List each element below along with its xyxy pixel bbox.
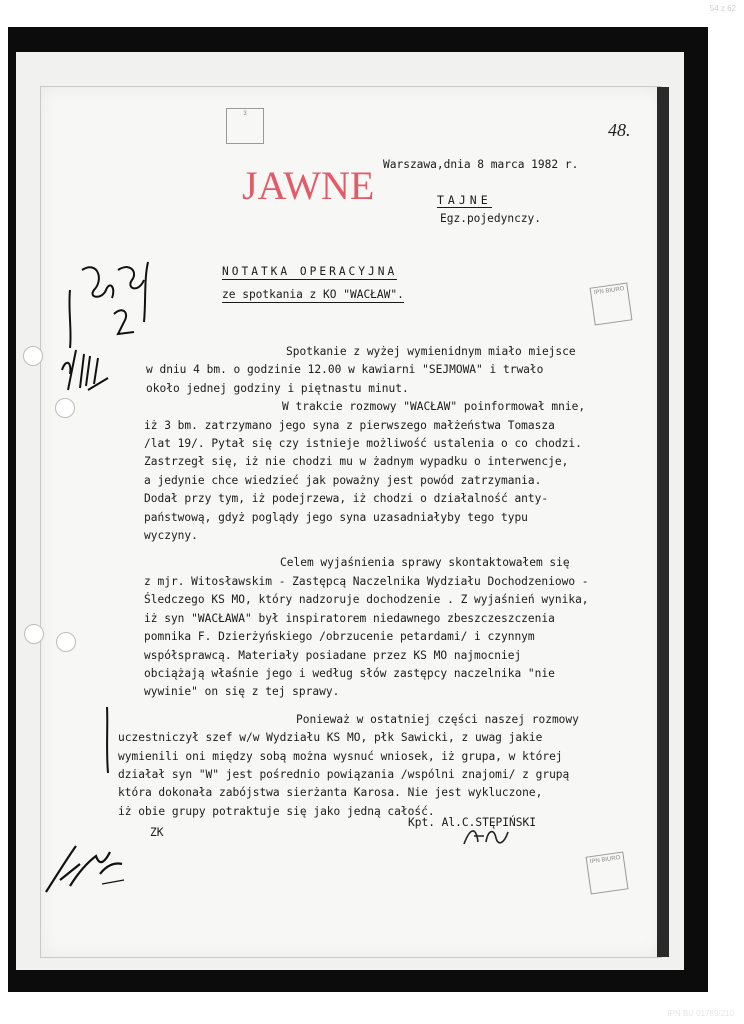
punch-hole-top	[23, 346, 43, 366]
place-and-date: Warszawa,dnia 8 marca 1982 r.	[383, 158, 579, 171]
document-title: NOTATKA OPERACYJNA	[222, 265, 398, 278]
secrecy-mark: TAJNE	[437, 193, 492, 207]
margin-pen-line	[102, 705, 112, 775]
handwritten-signature	[460, 820, 520, 850]
paragraph-4: Ponieważ w ostatniej części naszej rozmowy uczestniczył szef w/w Wydziału KS MO, płk Sawicki, z uwag jakie wymienili oni między sobą można wysnuć wniosek, iż grupa, w której działał syn "W" jest pośrednio powiązania /wspólni znajomi/ z grupą która dokonała zabójstwa sierżanta Karosa. Nie jest wykluczone, iż obie grupy potraktuje się jako jedną całość.	[118, 712, 579, 818]
paragraph-2: W trakcie rozmowy "WACŁAW" poinformował mnie, iż 3 bm. zatrzymano jego syna z pierwszego małżeństwa Tomasza /lat 19/. Pytał się czy istnieje możliwość ustalenia o co chodzi. Zastrzegł się, iż nie chodzi mu w żadnym wypadku o interwencje, a jedynie chce wiedzieć jak poważny jest powód zatrzymania. Dodał przy tym, iż podejrzewa, iż chodzi o działalność anty- państwową, gdyż poglądy jego syna uzasadniałyby tego typu wyczyny.	[144, 400, 586, 543]
page-number: 48.	[608, 120, 631, 140]
handwritten-signature-bottom	[40, 840, 130, 900]
initials-zk: ZK	[150, 826, 164, 839]
punch-hole-upper	[55, 398, 75, 418]
registry-stamp-top: 3	[226, 108, 264, 144]
paragraph-3: Celem wyjaśnienia sprawy skontaktowałem się z mjr. Witosławskim - Zastępcą Naczelnika Wydziału Dochodzeniowo - Śledczego KS MO, który nadzoruje dochodzenie . Z wyjaśnień wynika, iż syn "WACŁAWA" był inspiratorem niedawnego zbeszczeszczenia pomnika F. Dzierżyńskiego /obrzucenie petardami/ i czynnym współsprawcą. Materiały posiadane przez KS MO najmocniej obciążają właśnie jego i według słów zastępcy naczelnika "nie wywinie" on się z tej sprawy.	[144, 556, 589, 699]
punch-hole-lower	[56, 632, 76, 652]
ipn-stamp-upper: IPN BIURO	[590, 283, 633, 326]
page-edge-shadow	[657, 87, 669, 957]
punch-hole-middle	[24, 624, 44, 644]
ipn-stamp-lower: IPN BIURO	[586, 852, 629, 895]
copy-note: Egz.pojedynczy.	[440, 212, 542, 225]
document-subtitle: ze spotkania z KO "WACŁAW".	[222, 288, 404, 301]
signature-typed: Kpt. Al.C.STĘPIŃSKI	[408, 816, 536, 829]
classification-stamp-jawne: JAWNE	[242, 163, 375, 208]
archive-reference: IPN BU 01789/210	[667, 1009, 734, 1018]
page-counter: 54 z 62	[709, 4, 736, 13]
paragraph-1: Spotkanie z wyżej wymienidnym miało miejsce w dniu 4 bm. o godzinie 12.00 w kawiarni "SEJMOWA" i trwało około jednej godziny i piętnastu minut.	[146, 345, 576, 395]
document-body	[112, 343, 652, 821]
